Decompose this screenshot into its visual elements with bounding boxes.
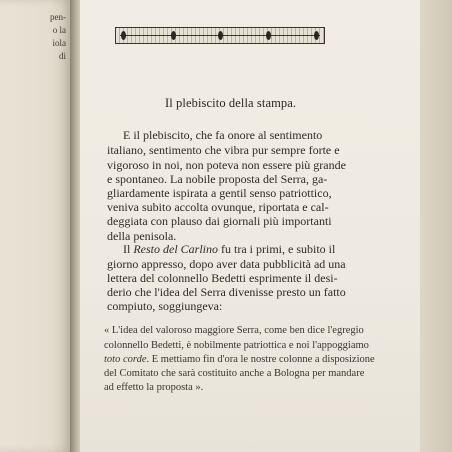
paragraph-line: italiano, sentimento che vibra pur sempre forte e: [107, 143, 340, 157]
left-page-fragment: iola: [52, 38, 66, 48]
paragraph-line: vigoroso in noi, non poteva non essere più grande: [107, 158, 346, 172]
paragraph-line: gliardamente ispirata a gentil senso patriottico,: [107, 186, 332, 200]
text-run: . E mettiamo fin d'ora le nostre colonne a disposizione: [146, 354, 375, 365]
text-run: Il: [123, 242, 134, 256]
quote-line: ad effetto la proposta ».: [104, 382, 204, 393]
left-page-fragment: pen-: [50, 12, 66, 22]
text-run: fu tra i primi, e subito il: [218, 242, 336, 256]
paragraph-line: derio che l'idea del Serra divenisse presto un fatto: [107, 285, 346, 299]
paragraph-line: deggiata con plauso dai giornali più importanti: [107, 214, 332, 228]
quote-line: del Comitato che sarà costituito anche a Bologna per mandare: [104, 368, 365, 379]
paragraph-line: lettera del colonnello Bedetti esprimente il desi-: [107, 271, 338, 285]
ornament-bead-icon: [314, 31, 319, 40]
paragraph-line: giorno appresso, dopo aver data pubblicità ad una: [107, 257, 346, 271]
paragraph-line: veniva subito accolta ovunque, riportata e cal-: [107, 200, 329, 214]
newspaper-name: Resto del Carlino: [133, 242, 219, 256]
left-page: [0, 0, 72, 452]
quote-line: « L'idea del valoroso maggiore Serra, come ben dice l'egregio: [104, 325, 364, 336]
paragraph-line: [123, 242, 335, 256]
section-title: Il plebiscito della stampa.: [165, 96, 297, 110]
paragraph-line: e spontaneo. La nobile proposta del Serra, ga-: [107, 172, 328, 186]
latin-phrase: toto corde: [104, 354, 147, 365]
left-page-fragment: di: [58, 51, 66, 61]
paragraph-line: E il plebiscito, che fa onore al sentimento: [123, 128, 323, 142]
page-edge: [420, 0, 452, 452]
header-ornament: [115, 27, 325, 44]
ornament-bead-icon: [266, 31, 271, 40]
paragraph-line: della penisola.: [107, 229, 177, 243]
ornament-bead-icon: [218, 31, 223, 40]
paragraph-line: compiuto, soggiungeva:: [107, 299, 223, 313]
ornament-bead-icon: [171, 31, 176, 40]
quote-line: colonnello Bedetti, è nobilmente patriottica e noi l'appoggiamo: [104, 340, 369, 351]
quote-line: [104, 353, 375, 366]
ornament-bead-icon: [121, 31, 126, 40]
left-page-fragment: o la: [52, 25, 66, 35]
